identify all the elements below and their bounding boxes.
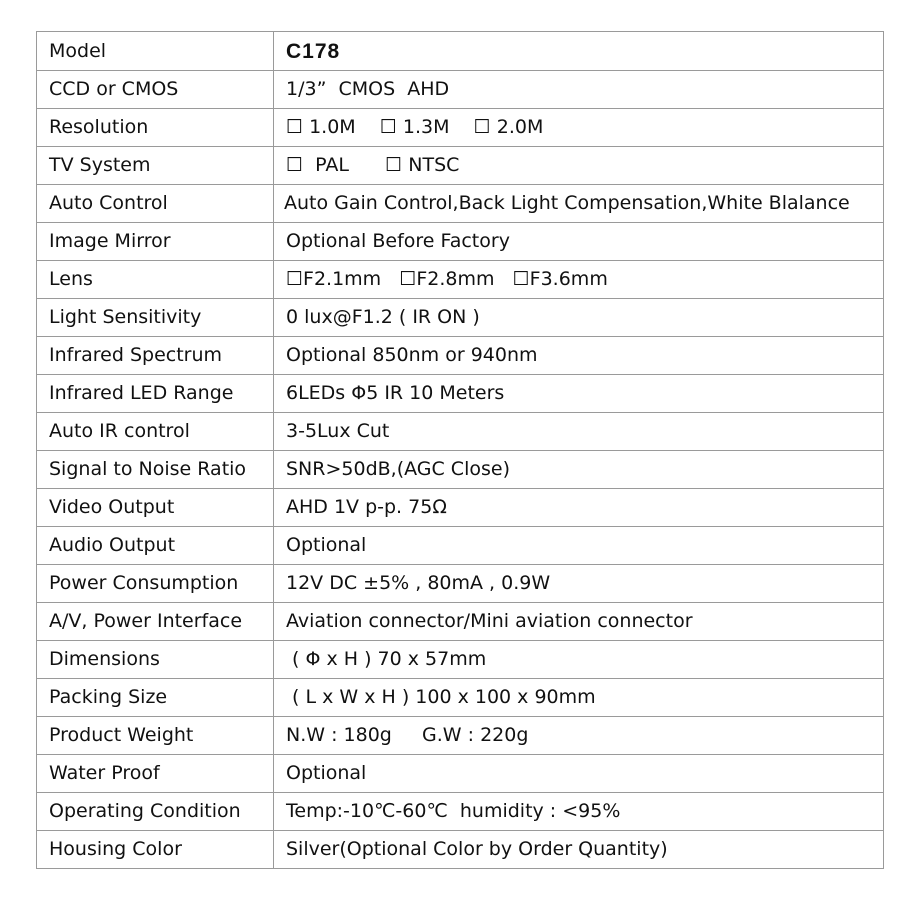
spec-value: Optional (274, 755, 884, 793)
spec-row-product-weight (37, 717, 884, 755)
spec-row-infrared-led-range (37, 375, 884, 413)
spec-value: Optional Before Factory (274, 223, 884, 261)
spec-value: 0 lux@F1.2 ( IR ON ) (274, 299, 884, 337)
spec-label: Infrared LED Range (37, 375, 274, 413)
spec-label: Water Proof (37, 755, 274, 793)
spec-label: Power Consumption (37, 565, 274, 603)
spec-value: N.W : 180g G.W : 220g (274, 717, 884, 755)
spec-label: Signal to Noise Ratio (37, 451, 274, 489)
spec-table (36, 31, 884, 869)
spec-label: Auto Control (37, 185, 274, 223)
spec-label: TV System (37, 147, 274, 185)
spec-label: Resolution (37, 109, 274, 147)
spec-label: Housing Color (37, 831, 274, 869)
spec-value: ☐F2.1mm ☐F2.8mm ☐F3.6mm (274, 261, 884, 299)
spec-value: 3-5Lux Cut (274, 413, 884, 451)
spec-row-video-output (37, 489, 884, 527)
spec-label: Audio Output (37, 527, 274, 565)
spec-label: Product Weight (37, 717, 274, 755)
spec-label: Auto IR control (37, 413, 274, 451)
spec-value: SNR>50dB,(AGC Close) (274, 451, 884, 489)
spec-row-light-sensitivity (37, 299, 884, 337)
spec-row-operating-condition (37, 793, 884, 831)
spec-value: 6LEDs Φ5 IR 10 Meters (274, 375, 884, 413)
spec-label: Dimensions (37, 641, 274, 679)
spec-row-tv-system (37, 147, 884, 185)
spec-value: ( L x W x H ) 100 x 100 x 90mm (274, 679, 884, 717)
spec-value: 1/3” CMOS AHD (274, 71, 884, 109)
spec-label: Light Sensitivity (37, 299, 274, 337)
spec-label: Infrared Spectrum (37, 337, 274, 375)
spec-value: ☐ PAL ☐ NTSC (274, 147, 884, 185)
spec-row-infrared-spectrum (37, 337, 884, 375)
spec-row-audio-output (37, 527, 884, 565)
spec-row-packing-size (37, 679, 884, 717)
spec-value: 12V DC ±5% , 80mA , 0.9W (274, 565, 884, 603)
spec-label: Packing Size (37, 679, 274, 717)
spec-value: AHD 1V p-p. 75Ω (274, 489, 884, 527)
spec-label: CCD or CMOS (37, 71, 274, 109)
spec-label: Operating Condition (37, 793, 274, 831)
spec-value: ☐ 1.0M ☐ 1.3M ☐ 2.0M (274, 109, 884, 147)
spec-sheet (36, 31, 884, 869)
spec-label: Lens (37, 261, 274, 299)
spec-label: Model (37, 32, 274, 71)
spec-row-power-consumption (37, 565, 884, 603)
spec-row-model (37, 32, 884, 71)
spec-value: Auto Gain Control,Back Light Compensation,White Blalance (274, 185, 884, 223)
spec-value: Aviation connector/Mini aviation connector (274, 603, 884, 641)
spec-value: Temp:-10℃-60℃ humidity : <95% (274, 793, 884, 831)
spec-value: C178 (274, 32, 884, 71)
spec-value: ( Φ x H ) 70 x 57mm (274, 641, 884, 679)
spec-row-lens (37, 261, 884, 299)
spec-value: Optional 850nm or 940nm (274, 337, 884, 375)
spec-value: Silver(Optional Color by Order Quantity) (274, 831, 884, 869)
spec-label: Image Mirror (37, 223, 274, 261)
spec-row-auto-control (37, 185, 884, 223)
spec-row-dimensions (37, 641, 884, 679)
spec-row-av-power-interface (37, 603, 884, 641)
spec-value: Optional (274, 527, 884, 565)
spec-row-resolution (37, 109, 884, 147)
spec-row-sensor (37, 71, 884, 109)
spec-row-housing-color (37, 831, 884, 869)
spec-row-image-mirror (37, 223, 884, 261)
spec-row-water-proof (37, 755, 884, 793)
spec-row-auto-ir-control (37, 413, 884, 451)
spec-row-snr (37, 451, 884, 489)
spec-label: A/V, Power Interface (37, 603, 274, 641)
spec-label: Video Output (37, 489, 274, 527)
